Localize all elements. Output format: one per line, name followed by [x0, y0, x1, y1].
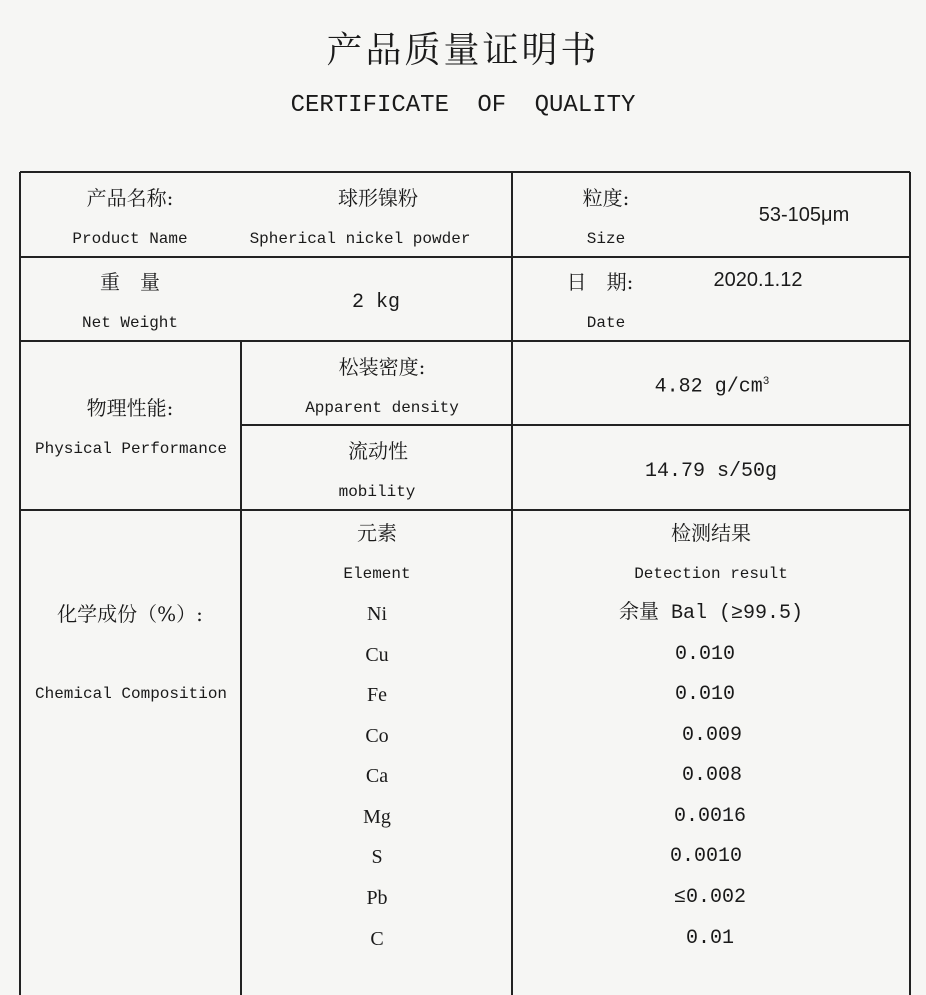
result-cell: 0.008: [681, 764, 743, 787]
element-cell: Cu: [365, 644, 389, 666]
result-cell: 0.0016: [673, 805, 747, 828]
size-label-en: Size: [586, 230, 626, 248]
element-column-header-cn: 元素: [357, 521, 397, 545]
size-value: 53-105μm: [758, 204, 850, 226]
date-value: 2020.1.12: [713, 269, 803, 291]
chemical-composition-label-en: Chemical Composition: [34, 685, 228, 703]
document-title-en: CERTIFICATE OF QUALITY: [290, 92, 636, 119]
element-cell: Pb: [366, 887, 388, 909]
element-cell: C: [370, 928, 384, 950]
net-weight-label-cn: 重 量: [100, 270, 160, 294]
result-cell: 余量 Bal (≥99.5): [618, 602, 804, 625]
apparent-density-label-cn: 松装密度:: [338, 355, 426, 379]
product-name-label-en: Product Name: [72, 230, 188, 248]
apparent-density-label-en: Apparent density: [305, 399, 459, 417]
net-weight-label-en: Net Weight: [81, 314, 179, 332]
physical-performance-label-cn: 物理性能:: [86, 396, 174, 420]
element-cell: S: [371, 846, 383, 868]
product-name-value-cn: 球形镍粉: [338, 186, 418, 210]
element-cell: Ca: [365, 765, 389, 787]
physical-performance-label-en: Physical Performance: [34, 440, 228, 458]
apparent-density-value: 4.82 $g/cm^3$: [654, 375, 770, 399]
result-cell: 0.0010: [669, 845, 743, 868]
date-label-en: Date: [586, 314, 626, 332]
element-cell: Fe: [367, 684, 387, 706]
product-name-label-cn: 产品名称:: [86, 186, 174, 210]
document-title-cn: 产品质量证明书: [326, 30, 600, 71]
mobility-label-en: mobility: [338, 483, 416, 501]
chemical-composition-label-cn: 化学成份（%）:: [57, 602, 203, 626]
mobility-value: 14.79 s/50g: [644, 460, 778, 483]
element-column-header-en: Element: [343, 565, 411, 583]
result-column-header-cn: 检测结果: [671, 521, 751, 545]
mobility-label-cn: 流动性: [348, 439, 408, 463]
net-weight-value: 2 kg: [351, 291, 401, 314]
result-cell: ≤0.002: [673, 886, 747, 909]
result-cell: 0.010: [674, 683, 736, 706]
product-name-value-en: Spherical nickel powder: [249, 230, 471, 248]
size-label-cn: 粒度:: [582, 186, 630, 210]
result-cell: 0.010: [674, 643, 736, 666]
date-label-cn: 日 期:: [566, 270, 634, 294]
result-column-header-en: Detection result: [634, 565, 788, 583]
result-cell: 0.01: [685, 927, 735, 950]
element-cell: Co: [365, 725, 389, 747]
element-cell: Mg: [363, 806, 391, 828]
result-cell: 0.009: [681, 724, 743, 747]
element-cell: Ni: [367, 603, 387, 625]
